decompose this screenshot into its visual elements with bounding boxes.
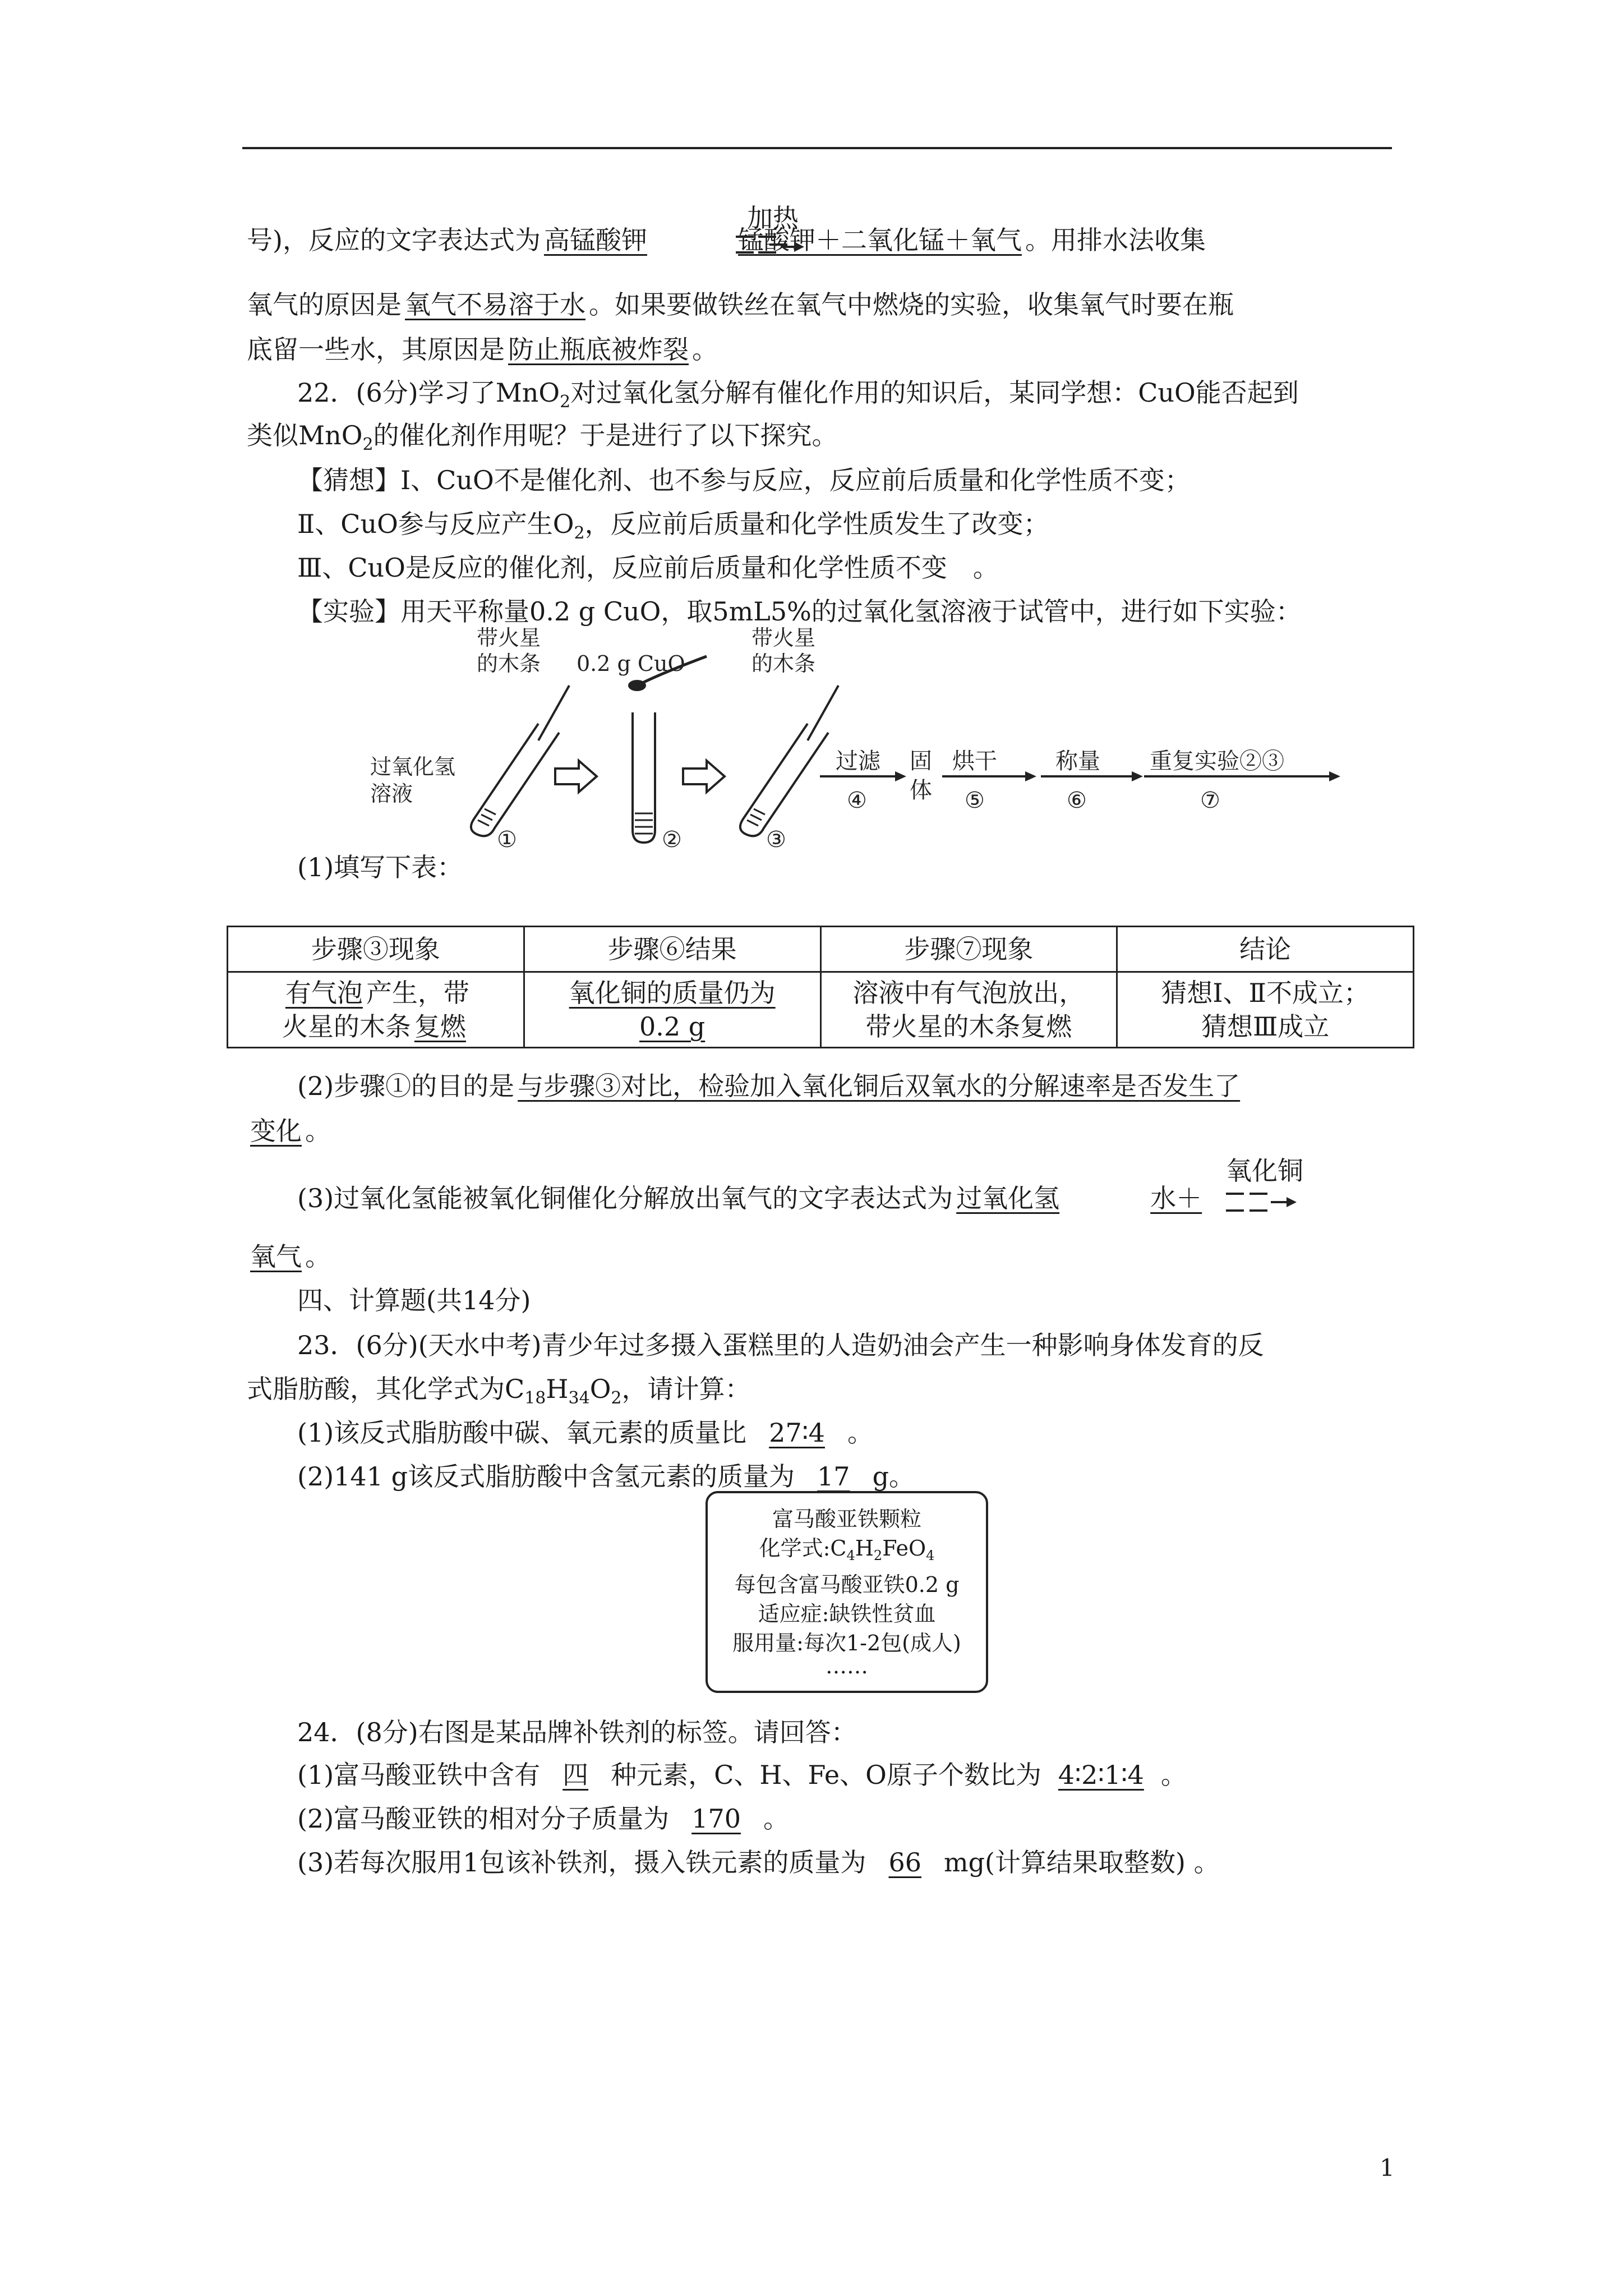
subscript: 18 xyxy=(524,1388,546,1408)
q22-p3-lhs: 过氧化氢 xyxy=(956,1183,1060,1213)
q24-part1 xyxy=(297,1759,1187,1791)
dry-label: 烘干 xyxy=(952,748,997,774)
experiment-intro: 【实验】用天平称量0.2 g CuO，取5mL5%的过氧化氢溶液于试管中，进行如下实验： xyxy=(297,596,1302,627)
q23-intro-2b: H xyxy=(546,1374,569,1404)
solution-label-2: 溶液 xyxy=(370,781,413,806)
q24-p1-tail: 。 xyxy=(1160,1760,1187,1790)
table-header: 步骤⑥结果 xyxy=(524,927,820,972)
step-4-number: ④ xyxy=(847,788,867,813)
cond-dash xyxy=(758,236,776,238)
solid-label-1: 固 xyxy=(910,748,932,774)
table-cell-conclusion xyxy=(1117,972,1414,1048)
test-tube-2 xyxy=(633,712,655,843)
splint2-label-2: 的木条 xyxy=(751,651,816,676)
q22-intro-2b: 的催化剂作用呢？于是进行了以下探究。 xyxy=(373,420,838,450)
label-formula-a: 化学式:C xyxy=(759,1536,847,1561)
label-content: 每包含富马酸亚铁0.2 g xyxy=(734,1572,960,1597)
process-arrow-1 xyxy=(555,761,597,792)
q23-intro-2a: 式脂肪酸，其化学式为C xyxy=(247,1374,525,1404)
table-cell-step3 xyxy=(228,972,524,1048)
q21-line1 xyxy=(247,224,1206,256)
splint2-label-1: 带火星 xyxy=(751,625,816,650)
solution-label-1: 过氧化氢 xyxy=(370,754,456,779)
reaction-lhs-answer: 高锰酸钾 xyxy=(543,225,647,255)
label-title: 富马酸亚铁颗粒 xyxy=(772,1507,921,1531)
q23-p1-tail: 。 xyxy=(847,1418,873,1448)
table-header: 步骤③现象 xyxy=(228,927,524,972)
cond-dash xyxy=(1249,1193,1267,1195)
subscript: 2 xyxy=(574,523,585,543)
cond-dash xyxy=(736,236,754,238)
label-dosage: 服用量:每次1-2包(成人) xyxy=(732,1631,961,1655)
step-6-number: ⑥ xyxy=(1067,788,1087,813)
step-7-number: ⑦ xyxy=(1200,788,1220,813)
label-formula xyxy=(708,1534,986,1570)
arrow-shaft xyxy=(1271,1201,1288,1203)
fill-table-prompt: (1)填写下表： xyxy=(297,852,463,882)
cond-dash xyxy=(736,251,754,254)
q24-p2-answer: 170 xyxy=(691,1803,741,1834)
experiment-diagram xyxy=(348,623,1346,853)
q22-intro-1b: 对过氧化氢分解有催化作用的知识后，某同学想：CuO能否起到 xyxy=(570,378,1299,408)
q23-p2-tail: g。 xyxy=(872,1461,915,1492)
cell-text: 猜想Ⅰ、Ⅱ不成立； xyxy=(1161,978,1370,1008)
q22-p2-answer: 与步骤③对比，检验加入氧化铜后双氧水的分解速率是否发生了 xyxy=(518,1071,1241,1101)
table-header: 结论 xyxy=(1117,927,1414,972)
q21-answer-3: 防止瓶底被炸裂 xyxy=(508,334,689,365)
step-2-number: ② xyxy=(662,827,682,853)
cell-text: 火星的木条 xyxy=(282,1011,411,1042)
q24-p1-text: (1)富马酸亚铁中含有 xyxy=(297,1760,541,1790)
q23-p1-text: (1)该反式脂肪酸中碳、氧元素的质量比 xyxy=(297,1418,747,1448)
answer-bubbles: 有气泡 xyxy=(285,978,363,1008)
q22-part3-line2 xyxy=(247,1241,331,1272)
q22-part3-line1 xyxy=(297,1182,1205,1214)
q21-line2-tail: 。如果要做铁丝在氧气中燃烧的实验，收集氧气时要在瓶 xyxy=(589,289,1234,320)
q22-p3-rhs-cont: 氧气 xyxy=(250,1241,302,1272)
q23-p2-answer: 17 xyxy=(817,1461,850,1492)
guess-2b: ，反应前后质量和化学性质发生了改变； xyxy=(584,509,1049,539)
subscript: 4 xyxy=(846,1548,855,1563)
results-table xyxy=(227,926,1414,1048)
subscript: 2 xyxy=(611,1388,622,1408)
process-arrow-2 xyxy=(683,761,725,792)
weigh-label: 称量 xyxy=(1055,748,1100,774)
q22-p3-text: (3)过氧化氢能被氧化铜催化分解放出氧气的文字表达式为 xyxy=(297,1183,953,1213)
table-cell-step7 xyxy=(820,972,1117,1048)
q24-p3-tail: mg(计算结果取整数) 。 xyxy=(943,1847,1220,1878)
subscript: 2 xyxy=(873,1548,883,1563)
label-ellipsis: …… xyxy=(826,1654,868,1678)
q24-p1-answer-1: 四 xyxy=(562,1760,589,1790)
section-4-heading: 四、计算题(共14分) xyxy=(297,1285,531,1315)
q24-p3-text: (3)若每次服用1包该补铁剂，摄入铁元素的质量为 xyxy=(297,1847,866,1878)
subscript: 2 xyxy=(362,435,374,454)
subscript: 34 xyxy=(568,1388,590,1408)
cell-text: 溶液中有气泡放出， xyxy=(852,978,1085,1008)
answer-mass-value: 0.2 g xyxy=(639,1011,706,1042)
q23-intro-2 xyxy=(247,1373,751,1414)
cond-dash xyxy=(1249,1209,1267,1212)
top-rule xyxy=(242,147,1392,149)
page-number: 1 xyxy=(1380,2154,1395,2182)
splint1-label-1: 带火星 xyxy=(477,625,541,650)
q21-line1-tail: 。用排水法收集 xyxy=(1025,225,1206,255)
cuo-label: 0.2 g CuO xyxy=(577,651,685,676)
q21-line3-text: 底留一些水，其原因是 xyxy=(247,334,505,365)
q23-intro-2c: O xyxy=(589,1374,611,1404)
splint-2 xyxy=(808,685,838,740)
q23-part2 xyxy=(297,1461,915,1492)
arrow-head xyxy=(794,242,804,252)
solid-label-2: 体 xyxy=(910,777,932,803)
test-tube-1 xyxy=(471,724,559,836)
q22-p3-rhs: 水＋ xyxy=(1150,1183,1202,1213)
q22-intro-2 xyxy=(247,420,838,461)
q24-p3-answer: 66 xyxy=(888,1847,921,1878)
table-header-row xyxy=(228,927,1414,972)
q22-p2-tail: 。 xyxy=(305,1116,331,1146)
label-formula-c: FeO xyxy=(882,1536,926,1561)
filter-label: 过滤 xyxy=(836,748,880,774)
guess-2a: Ⅱ、CuO参与反应产生O xyxy=(297,509,574,539)
step-1-number: ① xyxy=(497,827,517,853)
guess-2 xyxy=(297,508,1049,549)
splint-1 xyxy=(538,685,569,740)
q22-part2-line2 xyxy=(247,1115,331,1147)
answer-relight: 复燃 xyxy=(414,1011,466,1042)
table-header: 步骤⑦现象 xyxy=(820,927,1117,972)
cell-text: 带火星的木条复燃 xyxy=(865,1011,1072,1042)
q21-line2-text: 氧气的原因是 xyxy=(247,289,402,320)
q22-part2-line1 xyxy=(297,1070,1243,1102)
q24-intro: 24．(8分)右图是某品牌补铁剂的标签。请回答： xyxy=(297,1717,857,1747)
subscript: 2 xyxy=(560,392,571,412)
q21-line2 xyxy=(247,289,1234,320)
label-indication: 适应症:缺铁性贫血 xyxy=(758,1602,936,1626)
table-row xyxy=(228,972,1414,1048)
q24-part3 xyxy=(297,1847,1220,1878)
answer-mass: 氧化铜的质量仍为 xyxy=(569,978,776,1008)
step-5-number: ⑤ xyxy=(965,788,985,813)
iron-supplement-label xyxy=(706,1491,988,1693)
cond-dash xyxy=(758,251,776,254)
cell-text: 猜想Ⅲ成立 xyxy=(1201,1011,1330,1042)
step-3-number: ③ xyxy=(766,827,786,853)
q22-p2-text: (2)步骤①的目的是 xyxy=(297,1071,515,1101)
table-cell-step6 xyxy=(524,972,820,1048)
q21-answer-2: 氧气不易溶于水 xyxy=(405,289,585,320)
guess-3: Ⅲ、CuO是反应的催化剂，反应前后质量和化学性质不变 。 xyxy=(297,553,999,583)
q22-intro-1a: 22．(6分)学习了MnO xyxy=(297,378,560,408)
reaction-condition: 加热 xyxy=(747,203,799,233)
q23-intro-2d: ，请计算： xyxy=(621,1374,751,1404)
splint1-label-2: 的木条 xyxy=(477,651,541,676)
q24-p2-text: (2)富马酸亚铁的相对分子质量为 xyxy=(297,1803,670,1834)
q22-intro-1 xyxy=(297,377,1299,418)
q24-part2 xyxy=(297,1803,789,1834)
q21-line3-tail: 。 xyxy=(692,334,718,365)
test-tube-3 xyxy=(740,724,828,836)
repeat-label: 重复实验②③ xyxy=(1150,748,1284,774)
subscript: 4 xyxy=(926,1548,935,1563)
arrow-shaft xyxy=(781,246,795,248)
q22-intro-2a: 类似MnO xyxy=(247,420,363,450)
cuo-powder xyxy=(628,680,646,691)
q23-p1-answer: 27∶4 xyxy=(769,1418,825,1448)
q22-p3-tail: 。 xyxy=(305,1241,331,1272)
cond-dash xyxy=(1226,1209,1244,1212)
q21-line1-text: 号)，反应的文字表达式为 xyxy=(247,225,541,255)
q22-p2-answer-cont: 变化 xyxy=(250,1116,302,1146)
p3-condition: 氧化铜 xyxy=(1226,1156,1303,1186)
q23-part1 xyxy=(297,1417,873,1448)
q24-p1-mid: 种元素，C、H、Fe、O原子个数比为 xyxy=(611,1760,1041,1790)
q24-p1-answer-2: 4∶2∶1∶4 xyxy=(1058,1760,1144,1790)
label-formula-b: H xyxy=(855,1536,874,1561)
q23-p2-text: (2)141 g该反式脂肪酸中含氢元素的质量为 xyxy=(297,1461,795,1492)
q24-p2-tail: 。 xyxy=(763,1803,789,1834)
cond-dash xyxy=(1226,1193,1244,1195)
q21-line3 xyxy=(247,334,718,365)
cell-text: 产生，带 xyxy=(366,978,469,1008)
arrow-head xyxy=(1287,1197,1297,1207)
reaction-rhs-answer: 锰酸钾＋二氧化锰＋氧气 xyxy=(737,225,1022,255)
guess-1: 【猜想】Ⅰ、CuO不是催化剂、也不参与反应，反应前后质量和化学性质不变； xyxy=(297,465,1191,495)
q23-intro-1: 23．(6分)(天水中考)青少年过多摄入蛋糕里的人造奶油会产生一种影响身体发育的反 xyxy=(297,1330,1264,1360)
